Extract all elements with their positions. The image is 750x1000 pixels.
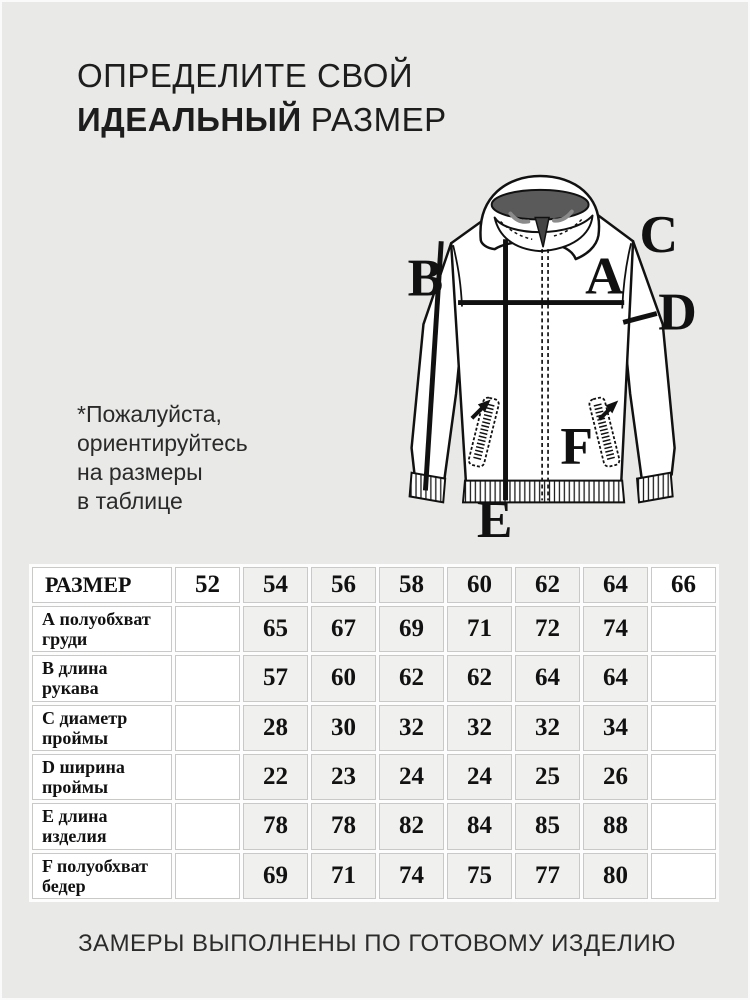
table-cell: 88 — [583, 803, 648, 849]
header-cell: 66 — [651, 567, 716, 603]
table-cell: 85 — [515, 803, 580, 849]
table-row — [32, 655, 716, 701]
table-cell: 23 — [311, 754, 376, 800]
table-cell: 25 — [515, 754, 580, 800]
right-cuff — [637, 473, 673, 503]
header-cell: 58 — [379, 567, 444, 603]
hood-lining — [492, 190, 589, 220]
diagram-label-e: E — [476, 488, 513, 549]
table-row — [32, 754, 716, 800]
table-cell — [175, 853, 240, 899]
note-line: в таблице — [77, 488, 183, 514]
table-cell — [651, 655, 716, 701]
table-cell — [651, 803, 716, 849]
diagram-label-a: A — [585, 245, 624, 306]
diagram-label-b: B — [407, 247, 444, 308]
table-cell: 32 — [447, 705, 512, 751]
table-cell: 75 — [447, 853, 512, 899]
table-cell: 64 — [515, 655, 580, 701]
row-label: D ширина проймы — [32, 754, 172, 800]
title-line2 — [77, 98, 447, 142]
page-title — [77, 54, 447, 142]
table-cell: 22 — [243, 754, 308, 800]
jacket-diagram — [374, 154, 730, 554]
row-label: В длина рукава — [32, 655, 172, 701]
header-cell: 52 — [175, 567, 240, 603]
table-cell: 60 — [311, 655, 376, 701]
table-cell: 67 — [311, 606, 376, 652]
title-line2-rest: РАЗМЕР — [310, 101, 447, 138]
table-cell — [651, 853, 716, 899]
diagram-label-c: C — [639, 204, 679, 265]
table-cell — [175, 754, 240, 800]
footer-text: ЗАМЕРЫ ВЫПОЛНЕНЫ ПО ГОТОВОМУ ИЗДЕЛИЮ — [78, 930, 676, 957]
table-cell — [651, 606, 716, 652]
diagram-label-d: D — [658, 281, 697, 342]
note-line: на размеры — [77, 459, 203, 485]
table-row — [32, 705, 716, 751]
title-line2-bold: ИДЕАЛЬНЫЙ — [77, 101, 302, 138]
table-cell — [175, 606, 240, 652]
table-cell: 34 — [583, 705, 648, 751]
note-line: ориентируйтесь — [77, 430, 248, 456]
table-cell: 84 — [447, 803, 512, 849]
header-cell: 54 — [243, 567, 308, 603]
table-cell: 78 — [243, 803, 308, 849]
note-text — [77, 400, 248, 516]
table-cell: 78 — [311, 803, 376, 849]
table-cell: 74 — [583, 606, 648, 652]
table-cell: 82 — [379, 803, 444, 849]
table-row — [32, 606, 716, 652]
table-cell: 77 — [515, 853, 580, 899]
table-cell: 24 — [379, 754, 444, 800]
table-cell: 62 — [447, 655, 512, 701]
header-cell: 56 — [311, 567, 376, 603]
table-cell: 32 — [379, 705, 444, 751]
table-row — [32, 803, 716, 849]
table-cell — [175, 705, 240, 751]
table-cell: 72 — [515, 606, 580, 652]
table-cell: 32 — [515, 705, 580, 751]
diagram-label-f: F — [560, 415, 594, 476]
table-cell: 57 — [243, 655, 308, 701]
table-cell: 26 — [583, 754, 648, 800]
header-cell: 62 — [515, 567, 580, 603]
title-line1: ОПРЕДЕЛИТЕ СВОЙ — [77, 57, 414, 94]
table-cell — [651, 705, 716, 751]
row-label: С диаметр проймы — [32, 705, 172, 751]
header-size-label: РАЗМЕР — [32, 567, 172, 603]
table-cell: 71 — [311, 853, 376, 899]
note-line: *Пожалуйста, — [77, 401, 222, 427]
table-cell: 69 — [243, 853, 308, 899]
row-label: F полуобхват бедер — [32, 853, 172, 899]
table-cell: 65 — [243, 606, 308, 652]
table-cell: 30 — [311, 705, 376, 751]
size-table — [29, 564, 719, 902]
header-cell: 64 — [583, 567, 648, 603]
table-cell — [651, 754, 716, 800]
table-header-row — [32, 567, 716, 603]
table-cell: 74 — [379, 853, 444, 899]
table-cell: 24 — [447, 754, 512, 800]
table-cell: 69 — [379, 606, 444, 652]
table-cell: 62 — [379, 655, 444, 701]
table-cell: 64 — [583, 655, 648, 701]
table-cell — [175, 803, 240, 849]
table-cell: 80 — [583, 853, 648, 899]
table-cell: 28 — [243, 705, 308, 751]
table-cell: 71 — [447, 606, 512, 652]
row-label: А полуобхват груди — [32, 606, 172, 652]
table-row — [32, 853, 716, 899]
header-cell: 60 — [447, 567, 512, 603]
table-cell — [175, 655, 240, 701]
row-label: Е длина изделия — [32, 803, 172, 849]
